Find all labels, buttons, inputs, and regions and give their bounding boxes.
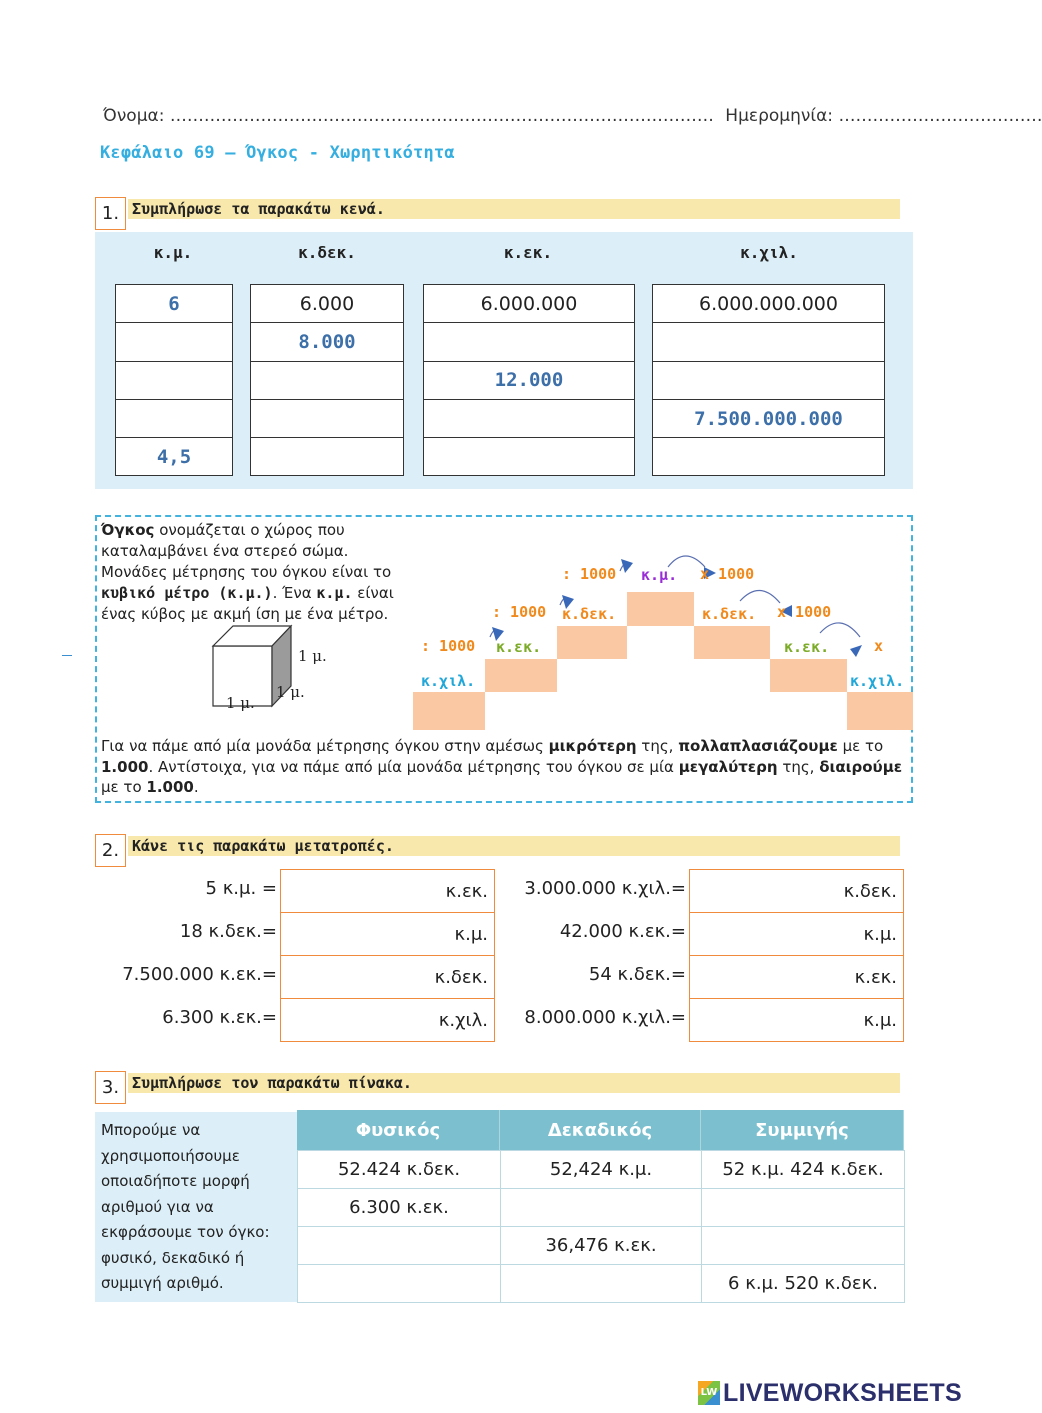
q1-col-header-kek: κ.εκ. xyxy=(503,243,553,262)
q1-cell[interactable] xyxy=(652,322,885,361)
q2-left-label: 18 κ.δεκ.= xyxy=(179,921,277,942)
liveworksheets-logo xyxy=(698,1378,962,1408)
student-info-line xyxy=(103,106,1042,126)
q3-cell[interactable] xyxy=(297,1226,501,1265)
info-units-text-b: . Ένα xyxy=(272,584,317,602)
q2-right-answer-box[interactable] xyxy=(689,869,904,913)
info-units-text-c: είναι ένας κύβος με ακμή ίση με ένα μέτρο. xyxy=(101,584,394,623)
rule-text-g: με το xyxy=(101,778,147,796)
rule-text-c: της, xyxy=(636,737,679,755)
rule-smaller: μικρότερη xyxy=(548,737,637,755)
info-definition-text: ονομάζεται ο χώρος που καταλαμβάνει ένα στερεό σώμα. xyxy=(101,521,349,560)
q2-unit: κ.μ. xyxy=(863,1009,897,1031)
q3-cell: 52,424 κ.μ. xyxy=(500,1150,702,1189)
q1-cell: 6.000 xyxy=(250,284,404,323)
q1-instruction: Συμπλήρωσε τα παρακάτω κενά. xyxy=(128,199,900,219)
logo-badge: LW xyxy=(698,1381,720,1405)
q2-right-label: 8.000.000 κ.χιλ.= xyxy=(524,1007,686,1028)
stair-divide-label-2: : 1000 xyxy=(492,603,547,621)
q1-cell: 7.500.000.000 xyxy=(652,399,885,438)
rule-divide: διαιρούμε xyxy=(819,757,903,776)
rule-text-h: . xyxy=(193,778,199,796)
info-units-text: Μονάδες μέτρησης του όγκου είναι το xyxy=(101,563,392,581)
q2-left-label: 6.300 κ.εκ.= xyxy=(162,1007,277,1028)
q2-unit: κ.μ. xyxy=(454,923,488,945)
q1-col-header-kdek: κ.δεκ. xyxy=(298,243,356,262)
q3-cell: 52 κ.μ. 424 κ.δεκ. xyxy=(701,1150,905,1189)
rule-multiply: πολλαπλασιάζουμε xyxy=(678,737,838,755)
q2-left-label: 5 κ.μ. = xyxy=(205,878,277,899)
stair-left-kxil: κ.χιλ. xyxy=(421,672,476,690)
rule-text-e: . Αντίστοιχα, για να πάμε από μία μονάδα μέτρησης του όγκου σε μία xyxy=(148,757,679,776)
q1-cell: 12.000 xyxy=(423,361,635,400)
q1-col-header-kxil: κ.χιλ. xyxy=(740,243,798,262)
rule-thousand-2: 1.000 xyxy=(146,778,194,796)
info-definition xyxy=(101,520,413,625)
rule-text-d: με το xyxy=(837,737,884,755)
q3-cell[interactable] xyxy=(701,1226,905,1265)
cube-label-height: 1 μ. xyxy=(298,647,327,665)
info-unit-name: κυβικό μέτρο (κ.μ.) xyxy=(101,584,273,602)
q2-right-label: 54 κ.δεκ.= xyxy=(588,964,686,985)
q1-cell: 6 xyxy=(115,284,233,323)
q2-right-answer-box[interactable] xyxy=(689,955,904,999)
stair-multiply-label-2: x 1000 xyxy=(777,603,832,621)
rule-text-a: Για να πάμε από μία μονάδα μέτρησης όγκου στην αμέσως xyxy=(101,737,549,755)
q3-cell[interactable] xyxy=(297,1264,501,1303)
q2-right-label: 42.000 κ.εκ.= xyxy=(559,921,686,942)
stair-top-km: κ.μ. xyxy=(641,566,678,584)
q1-cell[interactable] xyxy=(652,361,885,400)
cube-label-width: 1 μ. xyxy=(226,694,255,712)
stair-divide-label-3: : 1000 xyxy=(421,637,476,655)
rule-thousand-1: 1.000 xyxy=(101,757,149,776)
q1-cell[interactable] xyxy=(423,399,635,438)
stair-multiply-label-1: x 1000 xyxy=(700,565,755,583)
name-label: Όνομα: …………………………………………………………………………………… xyxy=(103,106,714,126)
stair-right-kdek: κ.δεκ. xyxy=(702,605,757,623)
q3-cell: 6 κ.μ. 520 κ.δεκ. xyxy=(701,1264,905,1303)
q3-cell[interactable] xyxy=(500,1264,702,1303)
q3-cell[interactable] xyxy=(701,1188,905,1227)
q1-cell[interactable] xyxy=(115,361,233,400)
q3-col-header: Φυσικός xyxy=(297,1110,500,1150)
q2-right-answer-box[interactable] xyxy=(689,912,904,956)
q2-right-label: 3.000.000 κ.χιλ.= xyxy=(524,878,686,899)
stair-left-kek: κ.εκ. xyxy=(496,638,542,656)
q3-cell[interactable] xyxy=(500,1188,702,1227)
q2-right-answer-box[interactable] xyxy=(689,998,904,1042)
stair-multiply-label-3: x xyxy=(874,637,884,655)
q2-left-answer-box[interactable] xyxy=(280,912,495,956)
info-unit-abbr: κ.μ. xyxy=(316,584,353,602)
q2-left-answer-box[interactable] xyxy=(280,998,495,1042)
rule-larger: μεγαλύτερη xyxy=(678,757,778,776)
cube-label-depth: 1 μ. xyxy=(276,683,305,701)
info-term: Όγκος xyxy=(101,521,155,539)
q1-cell: 8.000 xyxy=(250,322,404,361)
rule-text-f: της, xyxy=(777,757,820,776)
q2-unit: κ.δεκ. xyxy=(434,966,488,988)
stair-step-kxil-right xyxy=(847,692,913,730)
q3-col-header: Δεκαδικός xyxy=(500,1110,701,1150)
q2-unit: κ.εκ. xyxy=(445,880,488,902)
q3-number: 3. xyxy=(95,1071,126,1104)
q2-unit: κ.μ. xyxy=(863,923,897,945)
stair-divide-label-1: : 1000 xyxy=(562,565,617,583)
q3-col-header: Συμμιγής xyxy=(701,1110,904,1150)
date-label: Ημερομηνία: ……………………………… xyxy=(725,106,1042,126)
q3-instruction: Συμπλήρωσε τον παρακάτω πίνακα. xyxy=(128,1073,900,1093)
stair-right-kxil: κ.χιλ. xyxy=(850,672,905,690)
q1-cell[interactable] xyxy=(250,437,404,476)
stair-step-kxil-left xyxy=(413,692,485,730)
q3-side-note: Μπορούμε να χρησιμοποιήσουμε οποιαδήποτε μορφή αριθμού για να εκφράσουμε τον όγκο: φυσικό, δεκαδικό ή συμμιγή αριθμό. xyxy=(95,1112,297,1302)
q1-cell[interactable] xyxy=(652,437,885,476)
q3-cell: 52.424 κ.δεκ. xyxy=(297,1150,501,1189)
q1-cell[interactable] xyxy=(423,322,635,361)
info-rule xyxy=(101,736,909,798)
q1-number: 1. xyxy=(95,197,126,230)
q1-cell: 4,5 xyxy=(115,437,233,476)
q1-col-header-km: κ.μ. xyxy=(153,243,193,262)
q2-instruction: Κάνε τις παρακάτω μετατροπές. xyxy=(128,836,900,856)
margin-mark xyxy=(62,655,72,656)
q2-left-answer-box[interactable] xyxy=(280,869,495,913)
q3-cell: 6.300 κ.εκ. xyxy=(297,1188,501,1227)
q1-cell[interactable] xyxy=(115,322,233,361)
q1-cell: 6.000.000 xyxy=(423,284,635,323)
q1-cell[interactable] xyxy=(423,437,635,476)
stair-left-kdek: κ.δεκ. xyxy=(562,605,617,623)
q1-cell[interactable] xyxy=(250,399,404,438)
q1-cell[interactable] xyxy=(115,399,233,438)
q1-cell[interactable] xyxy=(250,361,404,400)
q2-unit: κ.εκ. xyxy=(854,966,897,988)
q2-left-label: 7.500.000 κ.εκ.= xyxy=(122,964,277,985)
q2-unit: κ.χιλ. xyxy=(438,1009,488,1031)
chapter-title: Κεφάλαιο 69 – Όγκος - Χωρητικότητα xyxy=(100,143,455,163)
q2-unit: κ.δεκ. xyxy=(843,880,897,902)
stair-right-kek: κ.εκ. xyxy=(784,638,830,656)
logo-text: LIVEWORKSHEETS xyxy=(723,1378,962,1407)
q2-left-answer-box[interactable] xyxy=(280,955,495,999)
q1-cell: 6.000.000.000 xyxy=(652,284,885,323)
q2-number: 2. xyxy=(95,834,126,867)
q3-cell: 36,476 κ.εκ. xyxy=(500,1226,702,1265)
